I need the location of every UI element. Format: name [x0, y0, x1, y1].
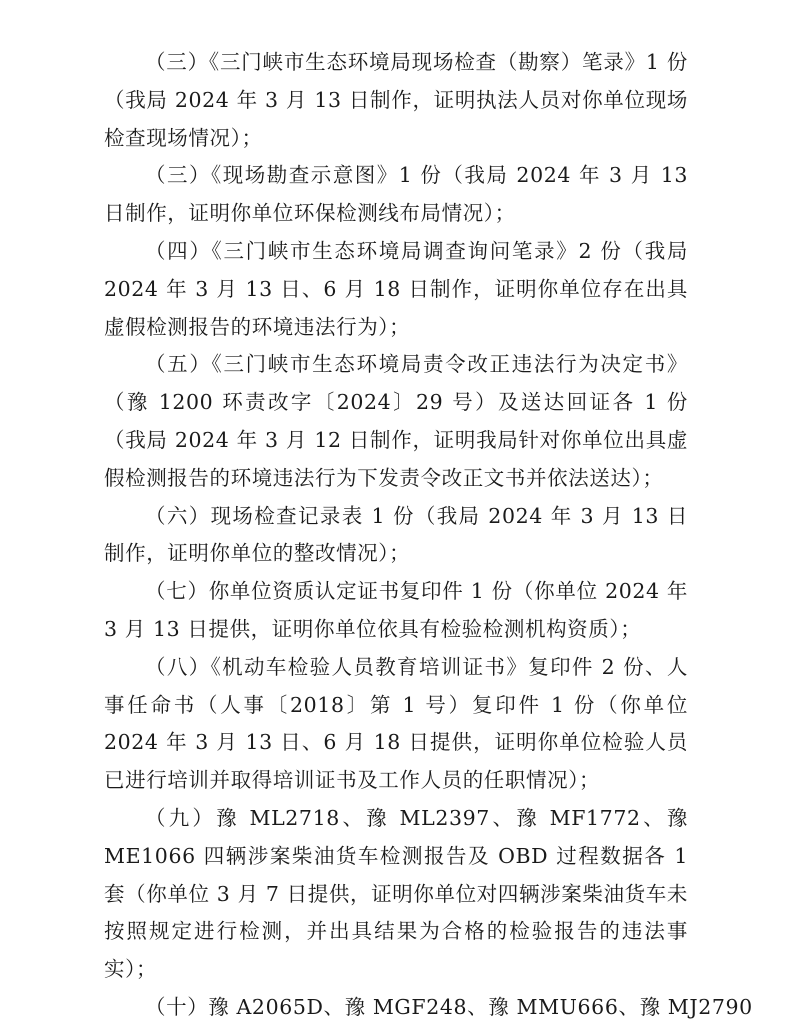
evidence-item-6: （六）现场检查记录表 1 份（我局 2024 年 3 月 13 日制作，证明你单位的整改情况）； [104, 503, 688, 566]
evidence-item-9: （九）豫 ML2718、豫 ML2397、豫 MF1772、豫 ME1066 四辆涉案柴油货车检测报告及 OBD 过程数据各 1 套（你单位 3 月 7 日提供，证明你单位对四辆涉案柴油货车未按照规定进行检测，并出具结果为合格的检验报告的违法事实）； [104, 805, 688, 982]
evidence-item-5: （五）《三门峡市生态环境局责令改正违法行为决定书》（豫 1200 环责改字〔2024〕29 号）及送达回证各 1 份（我局 2024 年 3 月 12 日制作，证明我局针对你单位出具虚假检测报告的环境违法行为下发责令改正文书并依法送达）； [104, 352, 688, 490]
evidence-item-10: （十）豫 A2065D、豫 MGF248、豫 MMU666、豫 MJ2790 [145, 994, 753, 1019]
evidence-item-8: （八）《机动车检验人员教育培训证书》复印件 2 份、人事任命书（人事〔2018〕第 1 号）复印件 1 份（你单位 2024 年 3 月 13 日、6 月 18 日提供，证明你单位检验人员已进行培训并取得培训证书及工作人员的任职情况）； [104, 654, 688, 793]
evidence-item-7: （七）你单位资质认定证书复印件 1 份（你单位 2024 年 3 月 13 日提供，证明你单位依具有检验检测机构资质）； [104, 579, 688, 641]
evidence-item-3b: （三）《现场勘查示意图》1 份（我局 2024 年 3 月 13 日制作，证明你单位环保检测线布局情况）； [104, 163, 688, 226]
evidence-item-3a: （三）《三门峡市生态环境局现场检查（勘察）笔录》1 份（我局 2024 年 3 月 13 日制作，证明执法人员对你单位现场检查现场情况）； [104, 50, 688, 150]
evidence-item-4: （四）《三门峡市生态环境局调查询问笔录》2 份（我局 2024 年 3 月 13 日、6 月 18 日制作，证明你单位存在出具虚假检测报告的环境违法行为）； [104, 238, 688, 339]
document-body [104, 44, 753, 1027]
